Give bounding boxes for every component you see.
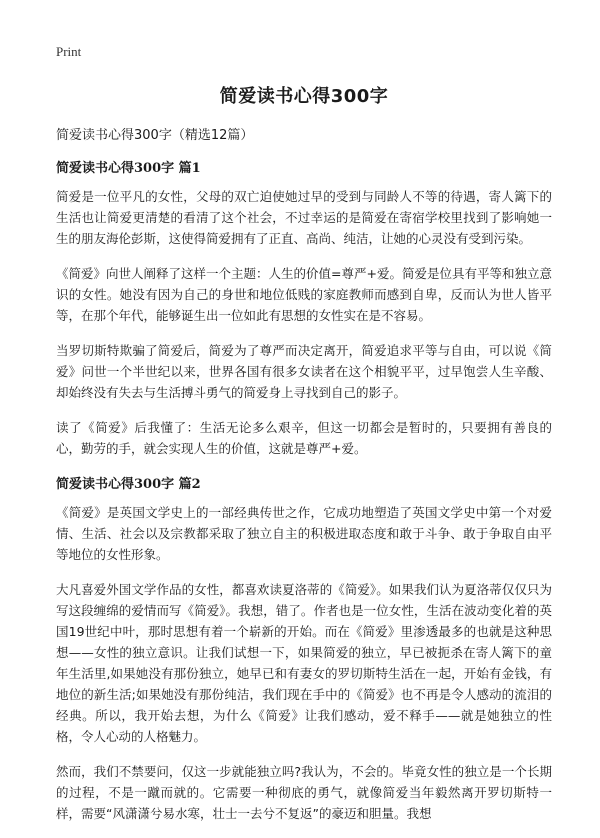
paragraph: 简爱是一位平凡的女性，父母的双亡迫使她过早的受到与同龄人不等的待遇，寄人篱下的生活也让简爱更清楚的看清了这个社会，不过幸运的是简爱在寄宿学校里找到了影响她一生的朋友海伦彭斯，这使得简爱拥有了正直、高尚、纯洁，让她的心灵没有受到污染。	[56, 189, 552, 246]
print-link[interactable]: Print	[56, 44, 82, 59]
page-title: 简爱读书心得300字	[219, 86, 389, 107]
paragraph: 读了《简爱》后我懂了：生活无论多么艰辛，但这一切都会是暂时的，只要拥有善良的心，勤劳的手，就会实现人生的价值，这就是尊严+爱。	[56, 420, 552, 456]
section-heading: 简爱读书心得300字 篇1	[56, 161, 201, 176]
paragraph: 《简爱》是英国文学史上的一部经典传世之作，它成功地塑造了英国文学史中第一个对爱情、生活、社会以及宗教都采取了独立自主的积极进取态度和敢于斗争、敢于争取自由平等地位的女性形象。	[56, 505, 552, 562]
section-heading: 简爱读书心得300字 篇2	[56, 477, 201, 492]
paragraph: 当罗切斯特欺骗了简爱后，简爱为了尊严而决定离开，简爱追求平等与自由，可以说《简爱》问世一个半世纪以来，世界各国有很多女读者在这个相貌平平，过早饱尝人生辛酸、却始终没有失去与生活搏斗勇气的简爱身上寻找到自己的影子。	[56, 343, 552, 400]
section-1	[56, 157, 552, 459]
document-subtitle: 简爱读书心得300字（精选12篇）	[56, 128, 254, 143]
paragraph: 大凡喜爱外国文学作品的女性，都喜欢读夏洛蒂的《简爱》。如果我们认为夏洛蒂仅仅只为写这段缠绵的爱情而写《简爱》。我想，错了。作者也是一位女性，生活在波动变化着的英国19世纪中叶，那时思想有着一个崭新的开始。而在《简爱》里渗透最多的也就是这种思想——女性的独立意识。让我们试想一下，如果简爱的独立，早已被扼杀在寄人篱下的童年生活里,如果她没有那份独立，她早已和有妻女的罗切斯特生活在一起，开始有金钱，有地位的新生活;如果她没有那份纯洁，我们现在手中的《简爱》也不再是令人感动的流泪的经典。所以，我开始去想，为什么《简爱》让我们感动，爱不释手——就是她独立的性格，令人心动的人格魅力。	[56, 582, 552, 744]
paragraph: 然而，我们不禁要问，仅这一步就能独立吗?我认为，不会的。毕竟女性的独立是一个长期的过程，不是一蹴而就的。它需要一种彻底的勇气，就像简爱当年毅然离开罗切斯特一样，需要“风潇潇兮易水寒，壮士一去兮不复返”的豪迈和胆量。我想	[56, 764, 552, 821]
document-page	[56, 44, 552, 838]
paragraph: 《简爱》向世人阐释了这样一个主题：人生的价值=尊严+爱。简爱是位具有平等和独立意识的女性。她没有因为自己的身世和地位低贱的家庭教师而感到自卑，反而认为世人皆平等，在那个年代，能够诞生出一位如此有思想的女性实在是不容易。	[56, 266, 552, 323]
section-2	[56, 473, 552, 824]
